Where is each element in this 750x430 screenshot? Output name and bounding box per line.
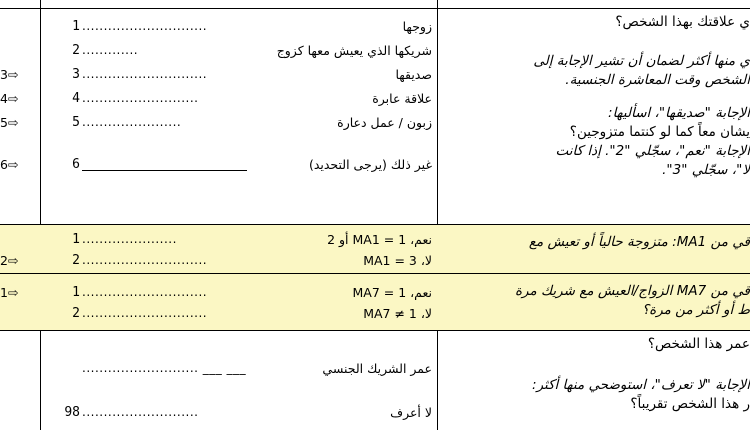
answer-option[interactable] (52, 67, 436, 85)
question-text (443, 233, 750, 252)
question-line: الشخص وقت المعاشرة الجنسية. (565, 72, 750, 88)
answer-label: نعم، MA1 = 1 أو 2 (327, 232, 432, 247)
answer-label: لا أعرف (390, 405, 432, 420)
leader-dots: ....................... (82, 115, 182, 129)
answer-label: نعم، MA7 = 1 (352, 285, 432, 300)
answer-code: 4 (72, 91, 80, 106)
answer-code: 2 (72, 253, 80, 268)
age-entry-field[interactable]: ........................... ___ ___ (82, 361, 247, 375)
question-text (443, 13, 750, 180)
answer-label: شريكها الذي يعيش معها كزوج (276, 43, 432, 58)
answer-code: 98 (64, 405, 80, 420)
answer-option[interactable] (52, 232, 436, 250)
answer-option[interactable] (52, 405, 436, 423)
leader-dots: ............................. (82, 285, 208, 299)
answer-label: لا، MA7 ≠ 1 (363, 306, 432, 321)
answer-code: 1 (72, 285, 80, 300)
question-line: الإجابة "صديقها"، اسأليها: (608, 105, 750, 121)
answer-option[interactable] (52, 43, 436, 61)
answer-label: صديقها (395, 67, 432, 82)
question-row-partner-age (0, 330, 750, 430)
answer-label: زوجها (402, 19, 432, 34)
answer-label: زبون / عمل دعارة (337, 115, 432, 130)
question-row-relationship (0, 8, 750, 224)
leader-dots: ............................. (82, 253, 208, 267)
answer-code: 6 (72, 157, 80, 172)
answer-code: 2 (72, 43, 80, 58)
answer-option[interactable] (52, 285, 436, 303)
question-line: ر هذا الشخص تقريباً؟ (630, 396, 750, 412)
question-text (443, 335, 750, 414)
skip-instruction: 1⇨ (0, 285, 19, 300)
filter-row-married (0, 224, 750, 273)
answer-code: 2 (72, 306, 80, 321)
question-line: ي علاقتك بهذا الشخص؟ (615, 14, 750, 30)
answer-code: 5 (72, 115, 80, 130)
question-line: لا"، سجّلي "3". (662, 162, 750, 178)
leader-dots: ............................. (82, 67, 208, 81)
leader-dots: ............................. (82, 306, 208, 320)
question-line: ط أو أكثر من مرة؟ (641, 302, 750, 318)
leader-dots: ........................... (82, 91, 199, 105)
skip-instruction: 3⇨ (0, 67, 19, 82)
leader-dots: ...................... (82, 232, 177, 246)
answer-option[interactable] (52, 157, 436, 175)
answer-options (52, 9, 436, 225)
question-line: يشان معاً كما لو كنتما متزوجين؟ (569, 124, 750, 140)
leader-dots: ............................. (82, 19, 208, 33)
answer-option[interactable] (52, 19, 436, 37)
answer-label: لا، MA1 = 3 (363, 253, 432, 268)
leader-dots: ............. (82, 43, 139, 57)
answer-label: علاقة عابرة (372, 91, 432, 106)
specify-line[interactable] (82, 157, 252, 171)
answer-option[interactable] (52, 361, 436, 379)
question-text (443, 282, 750, 320)
answer-label: عمر الشريك الجنسي (322, 361, 432, 376)
answer-option[interactable] (52, 115, 436, 133)
answer-code: 1 (72, 232, 80, 247)
answer-options (52, 331, 436, 430)
filter-row-marriage-count (0, 273, 750, 330)
question-line: الإجابة "نعم"، سجّلي "2". إذا كانت (555, 143, 750, 159)
answer-label: غير ذلك (يرجى التحديد) (308, 157, 432, 172)
leader-dots: ........................... (82, 405, 199, 419)
skip-instruction: 4⇨ (0, 91, 19, 106)
answer-code: 3 (72, 67, 80, 82)
answer-option[interactable] (52, 306, 436, 324)
question-line: الإجابة "لا تعرف"، استوضحي منها أكثر: (532, 377, 750, 393)
answer-option[interactable] (52, 91, 436, 109)
question-line: قي من MA1: متزوجة حالياً أو تعيش مع (528, 234, 750, 250)
answer-option[interactable] (52, 253, 436, 271)
answer-code: 1 (72, 19, 80, 34)
question-line: قي من MA7 الزواج/العيش مع شريك مرة (514, 283, 750, 299)
question-line: ي منها أكثر لضمان أن تشير الإجابة إلى (533, 53, 750, 69)
answer-options (52, 274, 436, 331)
answer-options (52, 225, 436, 274)
skip-instruction: 5⇨ (0, 115, 19, 130)
skip-instruction: 6⇨ (0, 157, 19, 172)
question-line: عمر هذا الشخص؟ (647, 336, 750, 352)
skip-instruction: 2⇨ (0, 253, 19, 268)
